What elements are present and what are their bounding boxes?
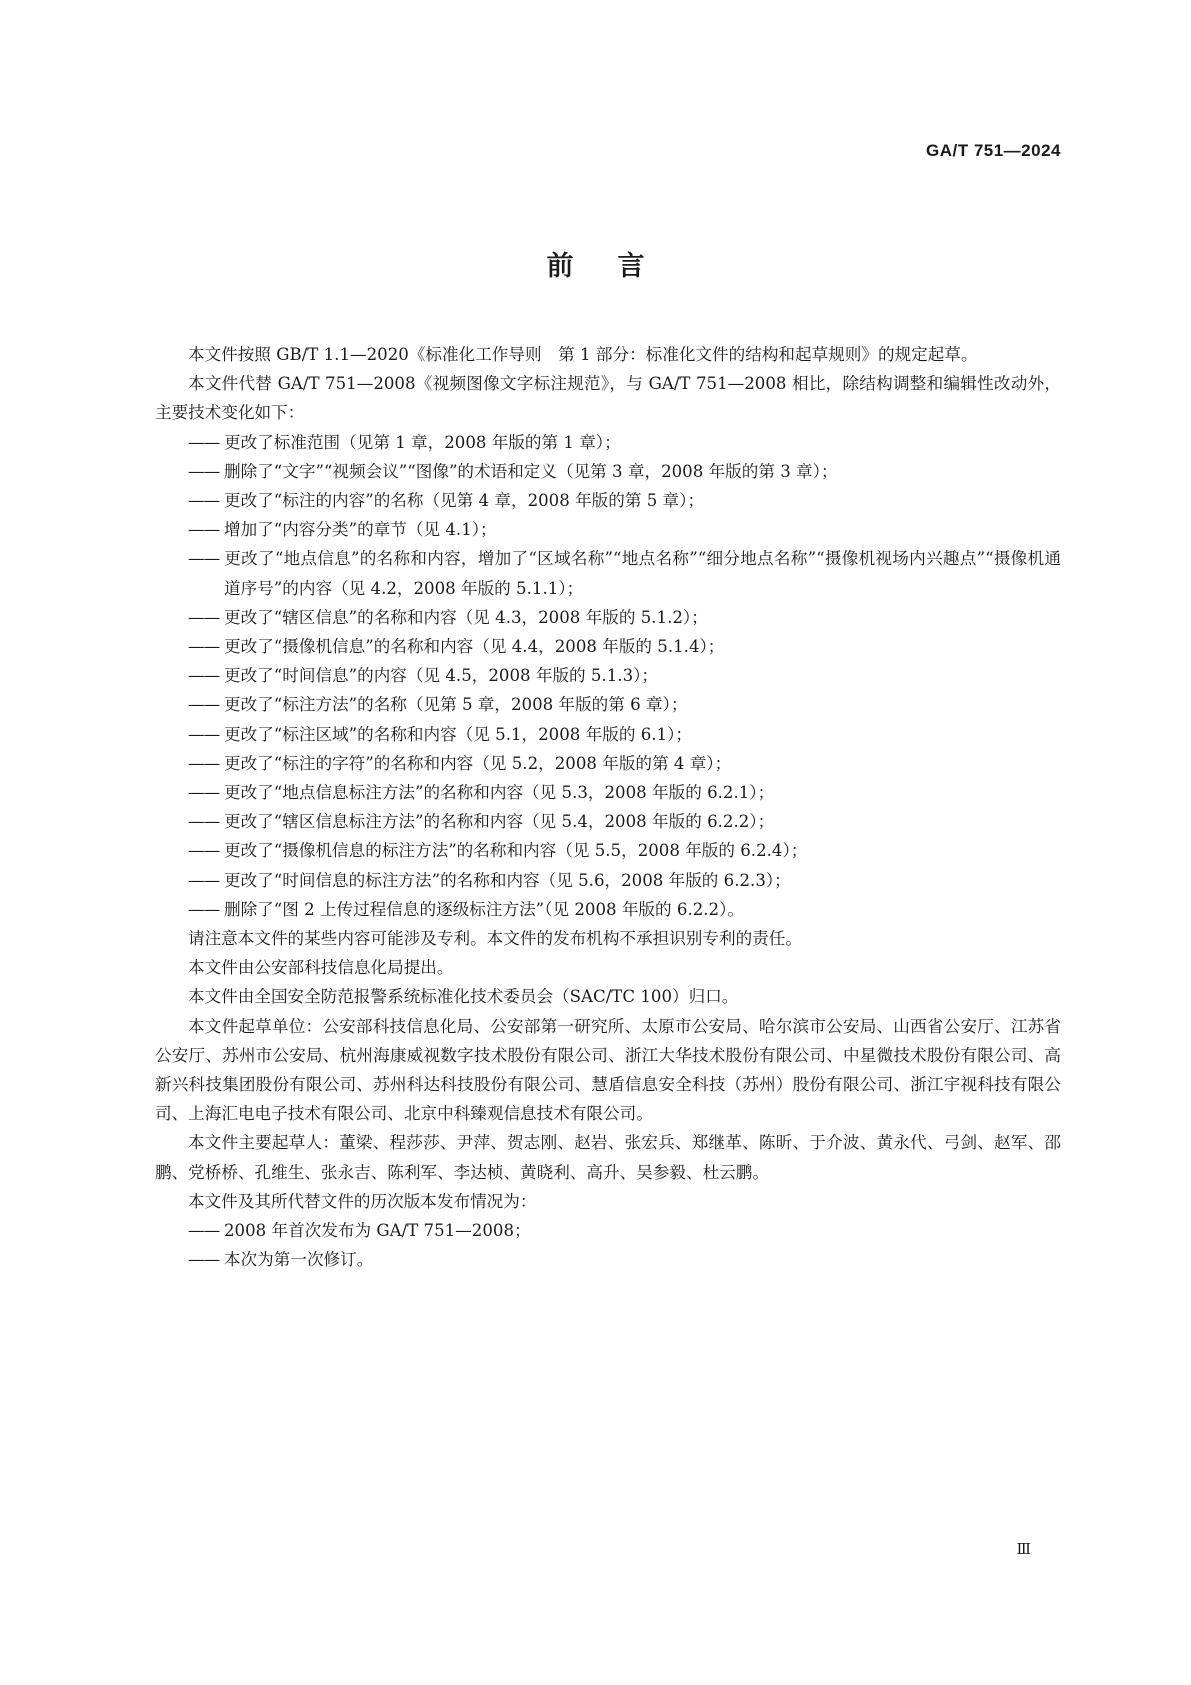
dash-marker: ——: [188, 520, 220, 540]
foreword-body: [155, 340, 1061, 1275]
dash-marker: ——: [188, 432, 220, 452]
list-item: —— 更改了“摄像机信息”的名称和内容（见 4.4，2008 年版的 5.1.4）；: [155, 632, 1061, 661]
paragraph-drafters: 本文件主要起草人：董梁、程莎莎、尹萍、贺志刚、赵岩、张宏兵、郑继革、陈昕、于介波、黄永代、弓剑、赵军、邵鹏、党桥桥、孔维生、张永吉、陈利军、李达桢、黄晓利、高升、吴参毅、杜云鹏。: [155, 1133, 1061, 1182]
list-item: —— 更改了“标注方法”的名称（见第 5 章，2008 年版的第 6 章）；: [155, 690, 1061, 719]
list-item: —— 2008 年首次发布为 GA/T 751—2008；: [155, 1216, 1061, 1245]
paragraph-drafting-basis: 本文件按照 GB/T 1.1—2020《标准化工作导则 第 1 部分：标准化文件的结构和起草规则》的规定起草。: [188, 345, 978, 364]
list-item: —— 更改了“辖区信息标注方法”的名称和内容（见 5.4，2008 年版的 6.2.2）；: [155, 807, 1061, 836]
list-item: —— 更改了“地点信息标注方法”的名称和内容（见 5.3，2008 年版的 6.2.1）；: [155, 778, 1061, 807]
list-item: —— 更改了“时间信息的标注方法”的名称和内容（见 5.6，2008 年版的 6.2.3）；: [155, 866, 1061, 895]
list-item: —— 本次为第一次修订。: [155, 1245, 1061, 1274]
dash-marker: ——: [188, 753, 220, 773]
list-item: —— 删除了“文字”“视频会议”“图像”的术语和定义（见第 3 章，2008 年版的第 3 章）；: [155, 457, 1061, 486]
paragraph-proposer: 本文件由公安部科技信息化局提出。: [188, 958, 454, 978]
dash-marker: ——: [188, 1221, 220, 1241]
dash-marker: ——: [188, 607, 220, 627]
page-title: 前言: [546, 251, 689, 282]
list-item: —— 删除了“图 2 上传过程信息的逐级标注方法”（见 2008 年版的 6.2.2）。: [155, 895, 1061, 924]
dash-marker: ——: [188, 549, 220, 569]
list-item: —— 更改了“标注区域”的名称和内容（见 5.1，2008 年版的 6.1）；: [155, 720, 1061, 749]
dash-marker: ——: [188, 1250, 220, 1270]
list-item: —— 更改了“标注的内容”的名称（见第 4 章，2008 年版的第 5 章）；: [155, 486, 1061, 515]
dash-marker: ——: [188, 812, 220, 832]
dash-marker: ——: [188, 666, 220, 686]
dash-marker: ——: [188, 870, 220, 890]
dash-marker: ——: [188, 783, 220, 803]
paragraph-drafting-units: 本文件起草单位：公安部科技信息化局、公安部第一研究所、太原市公安局、哈尔滨市公安局、山西省公安厅、江苏省公安厅、苏州市公安局、杭州海康威视数字技术股份有限公司、浙江大华技术股份有限公司、中星微技术股份有限公司、高新兴科技集团股份有限公司、苏州科达科技股份有限公司、慧盾信息安全科技（苏州）股份有限公司、浙江宇视科技有限公司、上海汇电电子技术有限公司、北京中科臻观信息技术有限公司。: [155, 1016, 1061, 1124]
dash-marker: ——: [188, 461, 220, 481]
paragraph-replacement: 本文件代替 GA/T 751—2008《视频图像文字标注规范》，与 GA/T 751—2008 相比，除结构调整和编辑性改动外，主要技术变化如下：: [155, 374, 1061, 423]
document-code: GA/T 751—2024: [925, 141, 1061, 160]
version-history-list: [155, 1216, 1061, 1274]
dash-marker: ——: [188, 491, 220, 511]
page-number: Ⅲ: [1016, 1540, 1031, 1558]
list-item: —— 更改了“辖区信息”的名称和内容（见 4.3，2008 年版的 5.1.2）；: [155, 603, 1061, 632]
dash-marker: ——: [188, 637, 220, 657]
paragraph-committee: 本文件由全国安全防范报警系统标准化技术委员会（SAC/TC 100）归口。: [188, 987, 739, 1007]
list-item: —— 增加了“内容分类”的章节（见 4.1）；: [155, 515, 1061, 544]
list-item: —— 更改了标准范围（见第 1 章，2008 年版的第 1 章）；: [155, 428, 1061, 457]
dash-marker: ——: [188, 695, 220, 715]
paragraph-patent-notice: 请注意本文件的某些内容可能涉及专利。本文件的发布机构不承担识别专利的责任。: [188, 929, 802, 949]
list-item: —— 更改了“摄像机信息的标注方法”的名称和内容（见 5.5，2008 年版的 6.2.4）；: [155, 836, 1061, 865]
list-item: —— 更改了“标注的字符”的名称和内容（见 5.2，2008 年版的第 4 章）；: [155, 749, 1061, 778]
dash-marker: ——: [188, 841, 220, 861]
technical-changes-list: [155, 428, 1061, 924]
list-item: —— 更改了“地点信息”的名称和内容，增加了“区域名称”“地点名称”“细分地点名称”“摄像机视场内兴趣点”“摄像机通道序号”的内容（见 4.2，2008 年版的 5.1.1）；: [155, 544, 1061, 602]
dash-marker: ——: [188, 724, 220, 744]
dash-marker: ——: [188, 899, 220, 919]
paragraph-version-history: 本文件及其所代替文件的历次版本发布情况为：: [188, 1191, 537, 1211]
list-item: —— 更改了“时间信息”的内容（见 4.5，2008 年版的 5.1.3）；: [155, 661, 1061, 690]
